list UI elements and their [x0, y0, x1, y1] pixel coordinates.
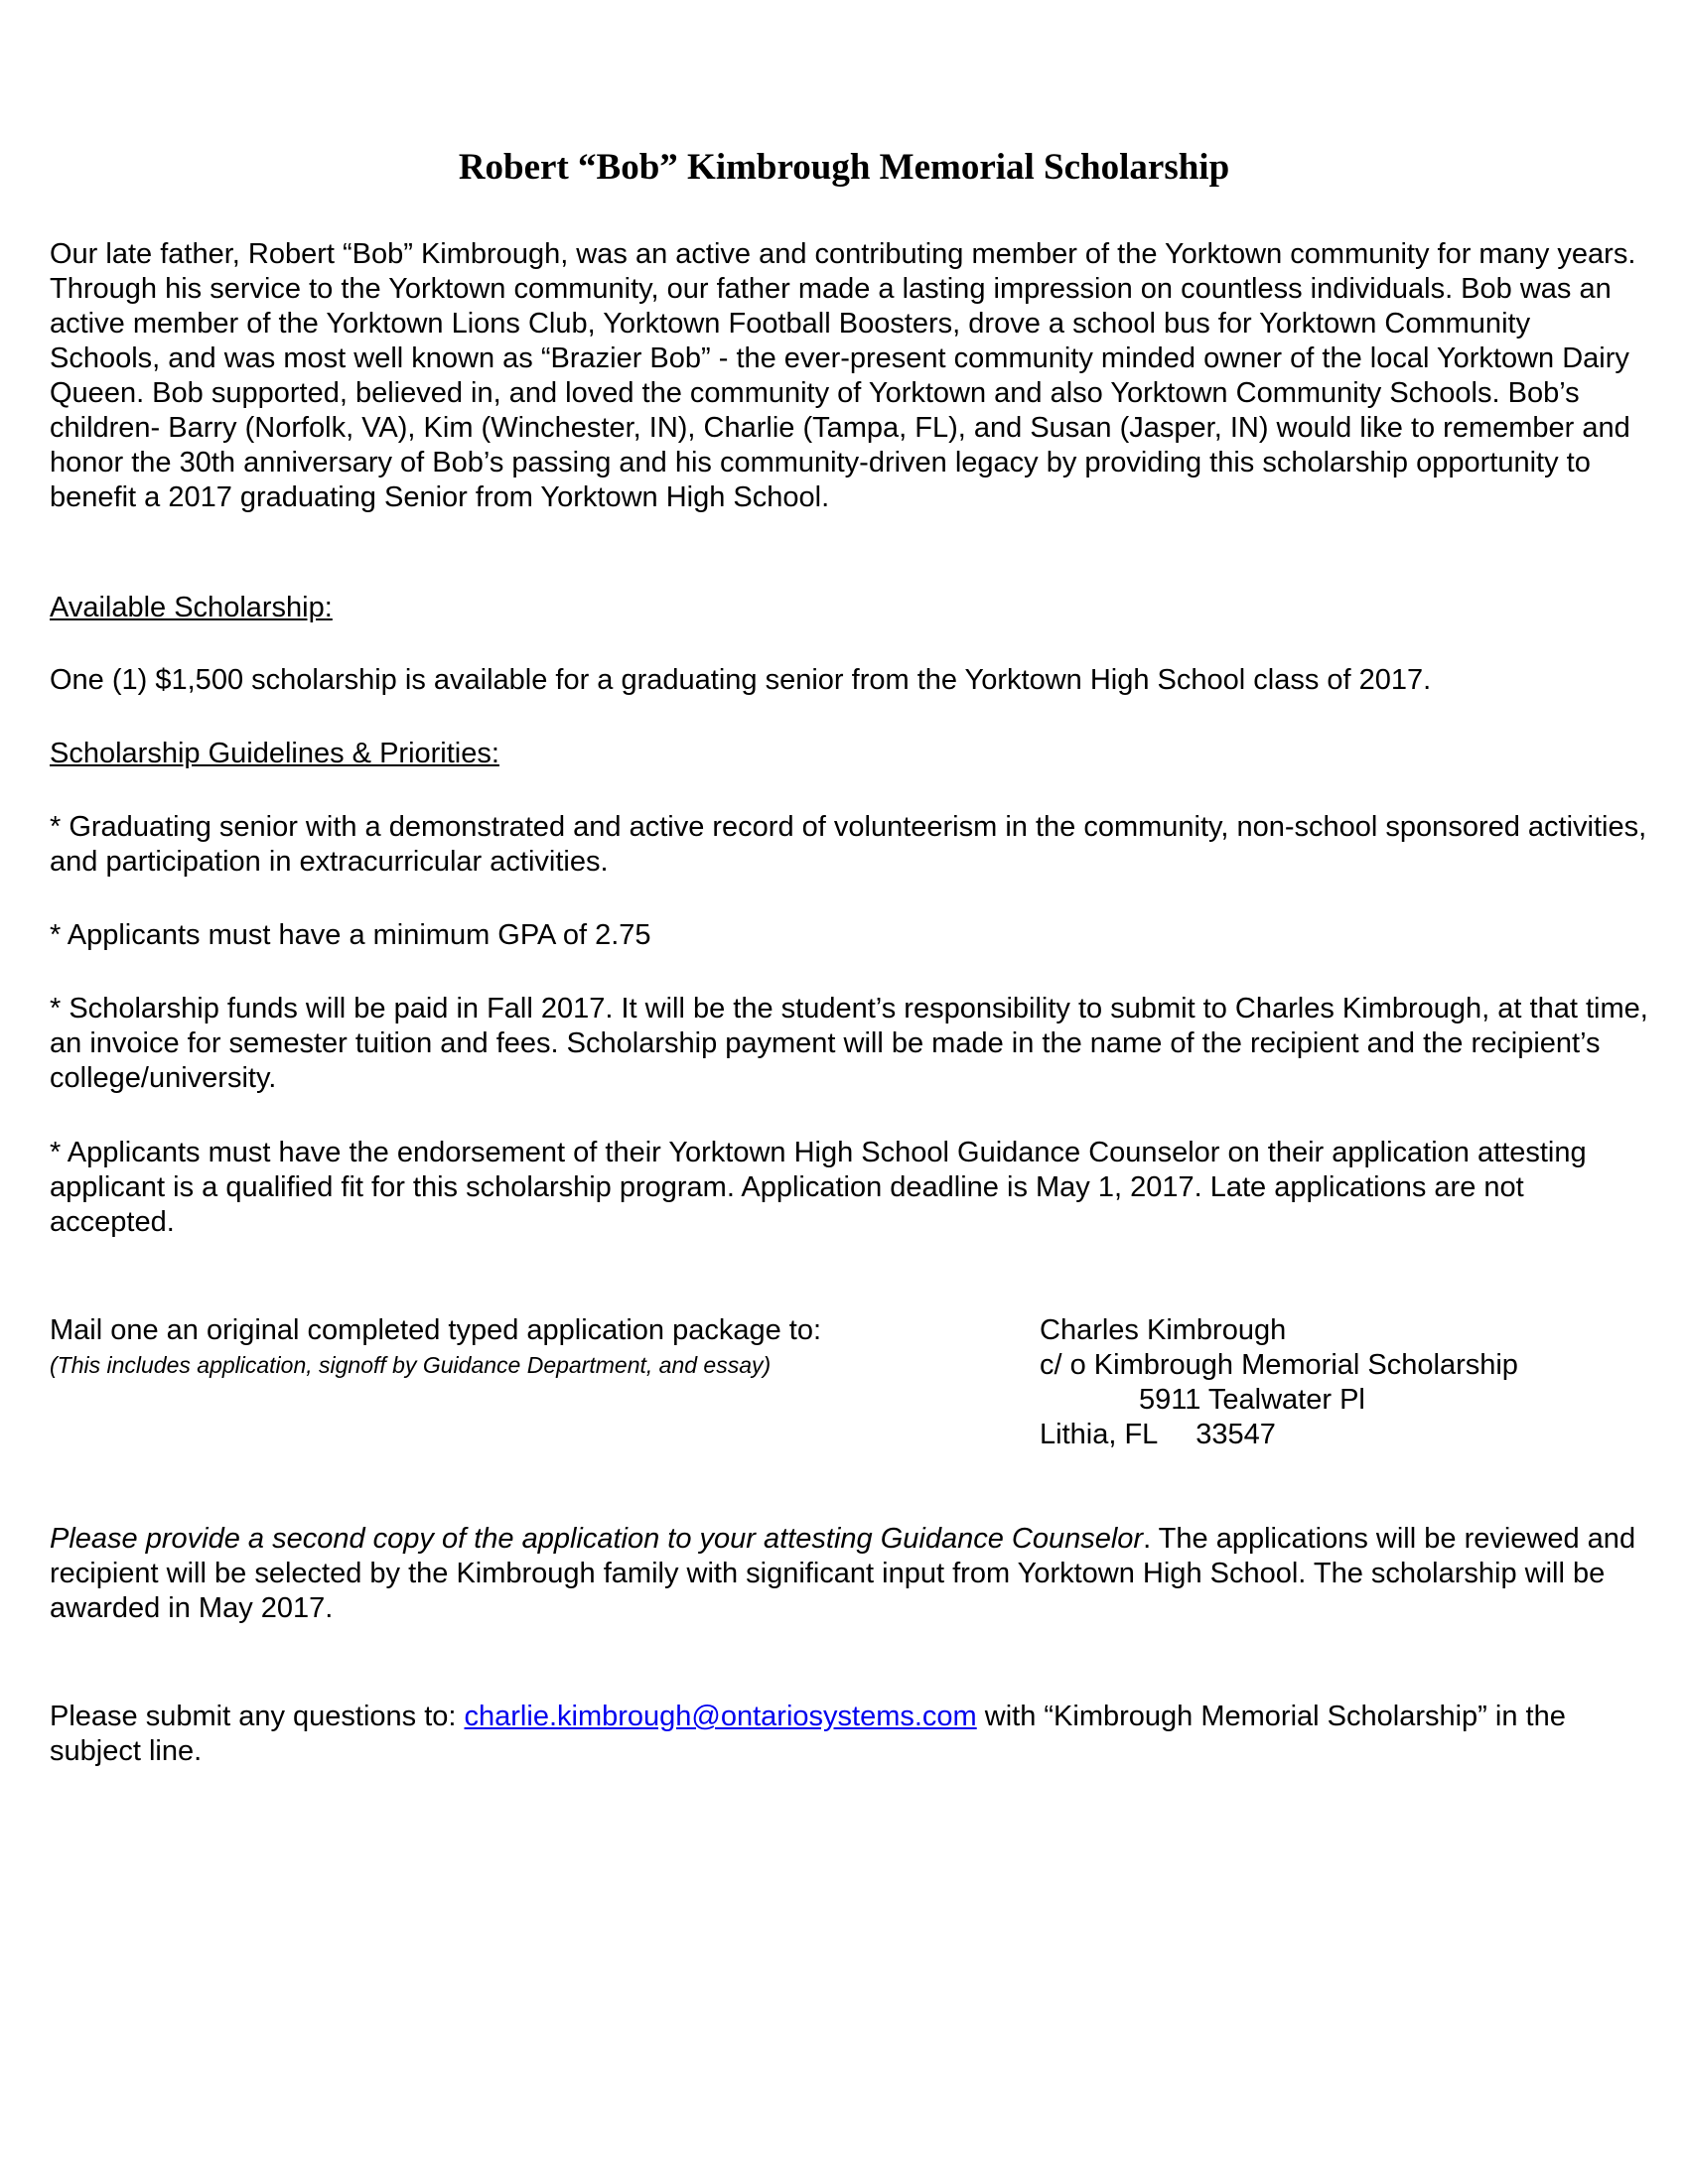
available-scholarship-text: One (1) $1,500 scholarship is available for a graduating senior from the Yorktown High School class of 2017. [50, 664, 1432, 696]
address-zip: 33547 [1196, 1419, 1276, 1450]
address-city-line [1040, 1418, 1635, 1452]
address-care-of: c/ o Kimbrough Memorial Scholarship [1040, 1349, 1518, 1381]
document-title: Robert “Bob” Kimbrough Memorial Scholarship [458, 147, 1230, 188]
mail-instructions: Mail one an original completed typed application package to: [50, 1314, 822, 1346]
second-copy-note-emphasis: Please provide a second copy of the application to your attesting Guidance Counselor [50, 1523, 1144, 1555]
questions-prefix: Please submit any questions to: [50, 1701, 465, 1732]
address-street: 5911 Tealwater Pl [1139, 1384, 1365, 1416]
address-city-state: Lithia, FL [1040, 1419, 1159, 1450]
intro-paragraph: Our late father, Robert “Bob” Kimbrough, was an active and contributing member of the Yorktown community for many years. Through his service to the Yorktown community, our father made a lasting impression on countless individuals. Bob was an active member of the Yorktown Lions Club, Yorktown Football Boosters, drove a school bus for Yorktown Community Schools, and was most well known as “Brazier Bob” - the ever-present community minded owner of the local Yorktown Dairy Queen. Bob supported, believed in, and loved the community of Yorktown and also Yorktown Community Schools. Bob’s children- Barry (Norfolk, VA), Kim (Winchester, IN), Charlie (Tampa, FL), and Susan (Jasper, IN) would like to remember and honor the 30th anniversary of Bob’s passing and his community-driven legacy by providing this scholarship opportunity to benefit a 2017 graduating Senior from Yorktown High School. [50, 238, 1636, 513]
second-copy-note [50, 1522, 1648, 1626]
mail-instructions-note: (This includes application, signoff by Guidance Department, and essay) [50, 1352, 772, 1378]
guideline-item-gpa: * Applicants must have a minimum GPA of 2.75 [50, 919, 651, 951]
second-copy-note-rest: . The applications will be reviewed and recipient will be selected by the Kimbrough family with significant input from Yorktown High School. The scholarship will be awarded in May 2017. [50, 1523, 1636, 1624]
guideline-item-payment: * Scholarship funds will be paid in Fall 2017. It will be the student’s responsibility to submit to Charles Kimbrough, at that time, an invoice for semester tuition and fees. Scholarship payment will be made in the name of the recipient and the recipient’s college/university. [50, 993, 1648, 1094]
address-name: Charles Kimbrough [1040, 1314, 1287, 1346]
guidelines-heading: Scholarship Guidelines & Priorities: [50, 738, 499, 769]
available-scholarship-heading: Available Scholarship: [50, 592, 333, 623]
mailing-address [1040, 1313, 1635, 1452]
questions-suffix: with “Kimbrough Memorial Scholarship” in the subject line. [50, 1701, 1566, 1767]
guideline-item-volunteerism: * Graduating senior with a demonstrated and active record of volunteerism in the community, non-school sponsored activities, and participation in extracurricular activities. [50, 811, 1647, 878]
guideline-item-endorsement: * Applicants must have the endorsement of their Yorktown High School Guidance Counselor on their application attesting applicant is a qualified fit for this scholarship program. Application deadline is May 1, 2017. Late applications are not accepted. [50, 1137, 1587, 1238]
questions-paragraph [50, 1700, 1648, 1769]
contact-email-link[interactable]: charlie.kimbrough@ontariosystems.com [464, 1701, 977, 1732]
